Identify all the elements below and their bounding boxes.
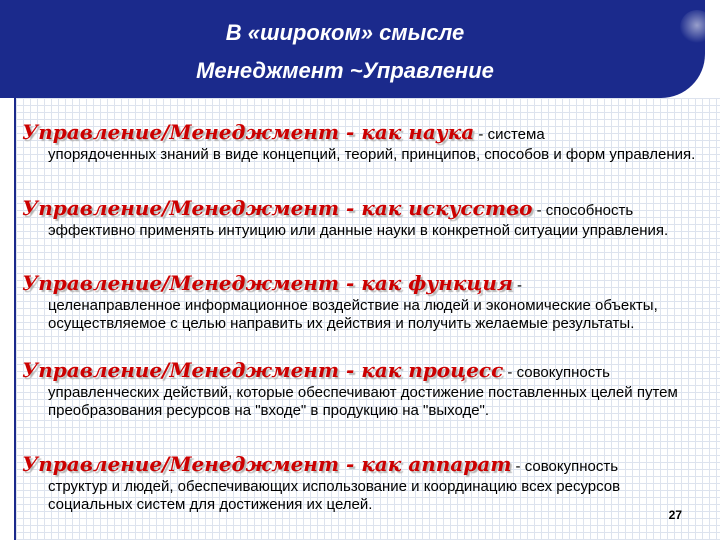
definition-lead: - система <box>474 126 545 143</box>
definition-heading: Управление/Менеджмент - как искусство <box>22 196 533 220</box>
definition-text: структур и людей, обеспечивающих использование и координацию всех ресурсов социальных систем для достижения их целей. <box>48 478 621 513</box>
definition-lead: - <box>512 277 523 294</box>
definition-text: целенаправленное информационное воздействие на людей и экономические объекты, осуществляемое с целью направить их действия и получить желаемые результаты. <box>48 297 658 332</box>
definition-heading: Управление/Менеджмент - как наука <box>22 120 475 144</box>
definition-lead: - совокупность <box>503 364 610 381</box>
definition-text: эффективно применять интуицию или данные науки в конкретной ситуации управления. <box>48 222 669 239</box>
definition-lead: - совокупность <box>511 458 619 475</box>
definition-text: упорядоченных знаний в виде концепций, теорий, принципов, способов и форм управления. <box>48 146 696 163</box>
definition-art <box>22 196 702 240</box>
definition-heading: Управление/Менеджмент - как аппарат <box>22 452 512 476</box>
definition-heading: Управление/Менеджмент - как процесс <box>22 358 504 382</box>
definition-function <box>22 271 702 333</box>
definition-lead: - способность <box>532 202 634 219</box>
definition-apparatus <box>22 452 702 514</box>
definition-heading: Управление/Менеджмент - как функция <box>22 271 513 295</box>
definition-text: управленческих действий, которые обеспечивают достижение поставленных целей путем преобразования ресурсов на "входе" в продукцию на "выходе". <box>48 384 678 419</box>
left-accent-line <box>14 98 16 540</box>
title-line-2: Менеджмент ~Управление <box>196 58 494 83</box>
title-banner <box>0 0 705 98</box>
page-number: 27 <box>668 508 682 522</box>
definition-science <box>22 120 702 164</box>
definition-process <box>22 358 702 420</box>
title-line-1: В «широком» смысле <box>225 20 465 45</box>
